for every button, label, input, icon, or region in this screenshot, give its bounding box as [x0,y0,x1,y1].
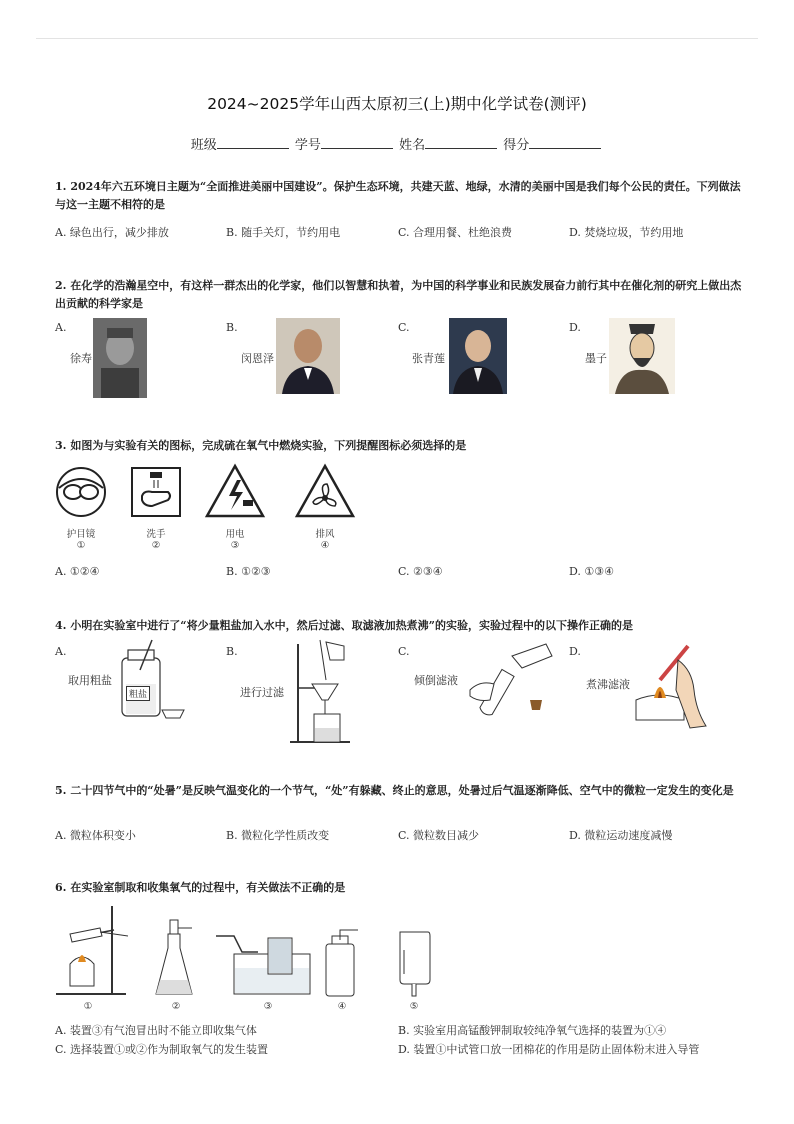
q3-option-b[interactable]: B. ①②③ [226,565,271,578]
apparatus-2-flask [154,918,194,998]
icon-label-vent: 排风 [315,529,335,540]
apparatus-num-3: ③ [263,1001,273,1012]
question-4-stem: 4. 小明在实验室中进行了“将少量粗盐加入水中，然后过滤、取滤液加热煮沸”的实验，实验过程中的以下操作正确的是 [55,619,633,632]
apparatus-1-heating [52,902,130,998]
q2-letter-b[interactable]: B. [226,321,238,334]
q3-option-a[interactable]: A. ①②④ [55,565,100,578]
icon-num-2: ② [151,540,161,551]
apparatus-num-2: ② [171,1001,181,1012]
number-label: 学号 [294,138,321,153]
icon-num-4: ④ [320,540,330,551]
name-blank[interactable] [425,148,497,149]
q3-option-c[interactable]: C. ②③④ [398,565,443,578]
q5-option-a[interactable]: A. 微粒体积变小 [55,829,136,842]
q4-letter-d[interactable]: D. [569,645,581,658]
q4-letter-a[interactable]: A. [55,645,67,658]
q2-letter-c[interactable]: C. [398,321,410,334]
score-label: 得分 [503,138,530,153]
q6-option-d[interactable]: D. 装置①中试管口放一团棉花的作用是防止固体粉末进入导管 [398,1043,700,1056]
q2-letter-a[interactable]: A. [55,321,67,334]
hand-wash-icon [130,466,182,518]
q6-option-c[interactable]: C. 选择装置①或②作为制取氧气的发生装置 [55,1043,269,1056]
portrait-mozi [609,318,675,394]
apparatus-num-4: ④ [337,1001,347,1012]
q1-option-a[interactable]: A. 绿色出行，减少排放 [55,226,169,239]
heating-tube-illustration [630,640,710,730]
q6-option-a[interactable]: A. 装置③有气泡冒出时不能立即收集气体 [55,1024,257,1037]
filtration-setup-illustration [290,640,360,746]
ventilation-icon [295,464,355,518]
icon-label-goggles: 护目镜 [66,529,96,540]
q5-option-c[interactable]: C. 微粒数目减少 [398,829,480,842]
icon-label-electric: 用电 [225,529,245,540]
question-2-stem: 2. 在化学的浩瀚星空中，有这样一群杰出的化学家，他们以智慧和执着，为中国的科学事业和民族发展奋力前行其中在催化剂的研究上做出杰出贡献的科学家是 [55,279,742,310]
student-info-row [0,134,794,153]
goggles-icon [55,466,107,518]
portrait-min-enze [276,318,340,394]
q5-option-b[interactable]: B. 微粒化学性质改变 [226,829,330,842]
q1-option-b[interactable]: B. 随手关灯，节约用电 [226,226,341,239]
q4-letter-b[interactable]: B. [226,645,238,658]
icon-num-3: ③ [230,540,240,551]
q2-letter-d[interactable]: D. [569,321,581,334]
portrait-xu-shou [93,318,147,398]
q4-caption-b: 进行过滤 [240,686,284,699]
apparatus-num-1: ① [83,1001,93,1012]
apparatus-3-water-collection [214,924,314,998]
icon-label-wash: 洗手 [146,529,166,540]
number-blank[interactable] [321,148,393,149]
q1-option-c[interactable]: C. 合理用餐、杜绝浪费 [398,226,513,239]
question-1-stem: 1. 2024年六五环境日主题为“全面推进美丽中国建设”。保护生态环境，共建天蓝、地绿，水清的美丽中国是我们每个公民的责任。下列做法与这一主题不相符的是 [55,180,741,211]
q2-name-a: 徐寿 [70,352,92,365]
q4-caption-c: 倾倒滤液 [414,674,458,687]
q6-option-b[interactable]: B. 实验室用高锰酸钾制取较纯净氧气选择的装置为①④ [398,1024,667,1037]
apparatus-5-downward-air [394,930,434,998]
score-blank[interactable] [529,148,601,149]
apparatus-num-5: ⑤ [409,1001,419,1012]
q3-option-d[interactable]: D. ①③④ [569,565,615,578]
apparatus-4-upward-air [322,930,362,998]
exam-title: 2024~2025学年山西太原初三(上)期中化学试卷(测评) [207,95,587,113]
header-rule [36,38,758,39]
icon-num-1: ① [76,540,86,551]
q2-name-d: 墨子 [585,352,607,365]
q2-name-c: 张青莲 [412,352,445,365]
name-label: 姓名 [399,138,426,153]
q4-caption-d: 煮沸滤液 [586,678,630,691]
class-label: 班级 [190,138,217,153]
q1-option-d[interactable]: D. 焚烧垃圾，节约用地 [569,226,684,239]
portrait-zhang-qinglian [449,318,507,394]
electricity-icon [205,464,265,518]
class-blank[interactable] [217,148,289,149]
q5-option-d[interactable]: D. 微粒运动速度减慢 [569,829,673,842]
pouring-liquid-illustration [460,640,560,722]
salt-jar-illustration [118,640,188,720]
question-6-stem: 6. 在实验室制取和收集氧气的过程中，有关做法不正确的是 [55,881,346,894]
q4-caption-a: 取用粗盐 [68,674,112,687]
q2-name-b: 闵恩泽 [241,352,274,365]
q4-letter-c[interactable]: C. [398,645,410,658]
question-5-stem: 5. 二十四节气中的“处暑”是反映气温变化的一个节气，“处”有躲藏、终止的意思，处暑过后气温逐渐降低、空气中的微粒一定发生的变化是 [55,784,734,797]
question-3-stem: 3. 如图为与实验有关的图标，完成硫在氧气中燃烧实验，下列提醒图标必须选择的是 [55,439,467,452]
jar-label: 粗盐 [126,686,150,701]
